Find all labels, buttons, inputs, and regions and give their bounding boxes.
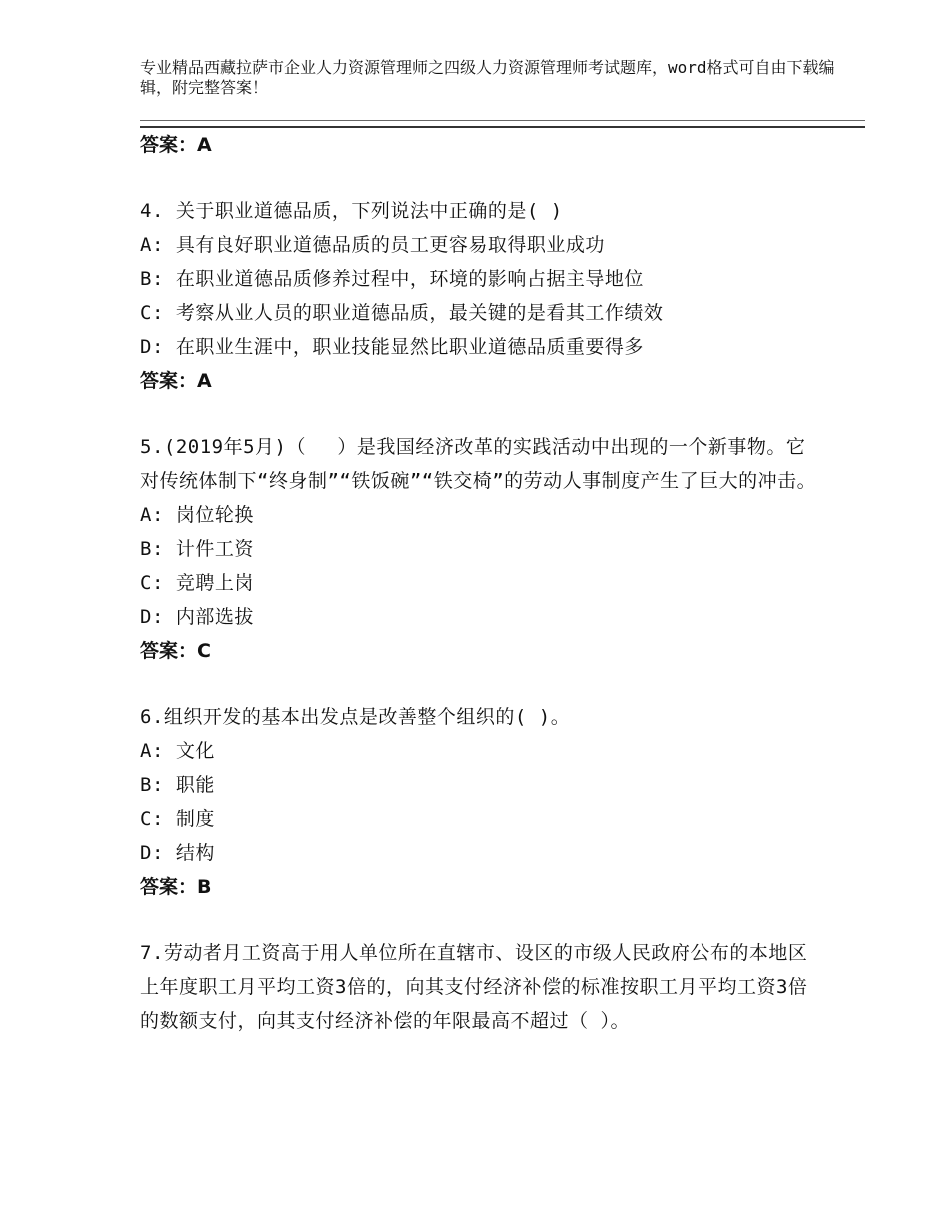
answer-line: 答案：C bbox=[140, 640, 211, 662]
header-divider bbox=[140, 120, 865, 128]
question-stem: 5.(2019年5月)（ ）是我国经济改革的实践活动中出现的一个新事物。它对传统体制下“终身制”“铁饭碗”“铁交椅”的劳动人事制度产生了巨大的冲击。 bbox=[140, 436, 817, 492]
answer-line: 答案：A bbox=[140, 134, 212, 156]
question-4 bbox=[140, 194, 820, 398]
option-b: B: 计件工资 bbox=[140, 538, 254, 560]
question-5 bbox=[140, 430, 820, 668]
question-stem: 6.组织开发的基本出发点是改善整个组织的( )。 bbox=[140, 706, 571, 728]
answer-line: 答案：B bbox=[140, 876, 212, 898]
option-d: D: 内部选拔 bbox=[140, 606, 254, 628]
option-b: B: 在职业道德品质修养过程中，环境的影响占据主导地位 bbox=[140, 268, 644, 290]
option-c: C: 考察从业人员的职业道德品质，最关键的是看其工作绩效 bbox=[140, 302, 664, 324]
question-stem: 4. 关于职业道德品质，下列说法中正确的是( ) bbox=[140, 200, 563, 222]
option-d: D: 在职业生涯中，职业技能显然比职业道德品质重要得多 bbox=[140, 336, 644, 358]
option-d: D: 结构 bbox=[140, 842, 215, 864]
option-c: C: 竞聘上岗 bbox=[140, 572, 254, 594]
option-b: B: 职能 bbox=[140, 774, 215, 796]
option-a: A: 岗位轮换 bbox=[140, 504, 254, 526]
page-header: 专业精品西藏拉萨市企业人力资源管理师之四级人力资源管理师考试题库，word格式可自由下载编辑，附完整答案！ bbox=[140, 58, 835, 97]
answer-line: 答案：A bbox=[140, 370, 212, 392]
option-a: A: 文化 bbox=[140, 740, 215, 762]
option-c: C: 制度 bbox=[140, 808, 215, 830]
question-stem: 7.劳动者月工资高于用人单位所在直辖市、设区的市级人民政府公布的本地区上年度职工月平均工资3倍的，向其支付经济补偿的标准按职工月平均工资3倍的数额支付，向其支付经济补偿的年限最高不超过（ ）。 bbox=[140, 942, 808, 1032]
question-7 bbox=[140, 936, 820, 1038]
question-6 bbox=[140, 700, 820, 904]
question-list bbox=[140, 128, 820, 1038]
option-a: A: 具有良好职业道德品质的员工更容易取得职业成功 bbox=[140, 234, 605, 256]
